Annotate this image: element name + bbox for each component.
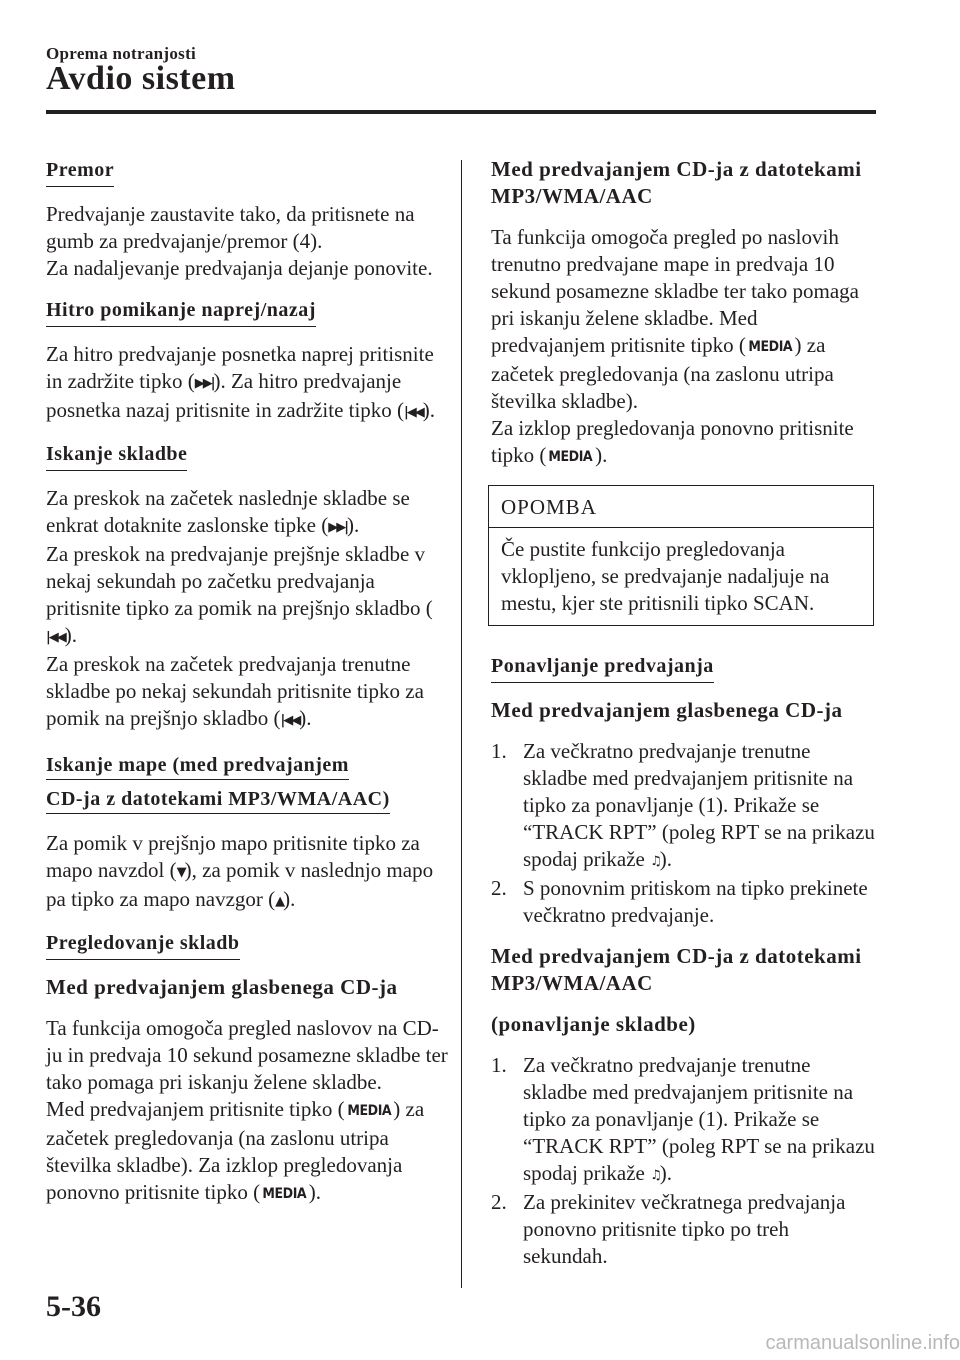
repeat-subheading-cd: Med predvajanjem glasbenega CD-ja [491,698,843,722]
right-column [491,156,877,1284]
next-track-icon: ▶▶| [328,520,347,535]
repeat-steps-cd [491,738,877,929]
search-text3-a: Za preskok na začetek predvajanja trenutne skladbe po nekaj sekundah pritisnite tipko za pomik na prejšnjo skladbo ( [46,652,424,730]
search-paragraph [46,485,451,734]
ff-text-b: ). Za hitro predvajanje posnetka nazaj pritisnite in zadržite tipko ( [46,369,405,422]
note-box [488,485,874,626]
pause-heading: Premor [46,157,114,187]
mp3-text2-a: Za izklop pregledovanja ponovno pritisnite tipko ( [491,416,854,467]
column-divider [461,160,462,1288]
folder-heading-row [46,748,451,816]
scan-text: Ta funkcija omogoča pregled naslovov na CD-ju in predvaja 10 sekund posamezne skladbe ter tako pomaga pri iskanju želene skladbe. [46,1016,448,1094]
mp3-text2-b: ). [595,443,608,467]
search-text-b: ). [347,513,360,537]
pause-text-2: Za nadaljevanje predvajanja dejanje ponovite. [46,256,433,280]
mp3-scan-paragraph [491,224,877,471]
step-text: Za večkratno predvajanje trenutne skladbe med predvajanjem pritisnite na tipko za ponavljanje (1). Prikaže se “TRACK RPT” (poleg RPT se na prikazu spodaj prikaže [523,739,875,871]
page-title: Avdio sistem [46,60,236,97]
media-button-icon: MEDIA [748,339,793,355]
title-rule [46,110,876,114]
step-number: 2. [491,876,507,900]
scan-heading-row [46,929,451,960]
music-note-icon: ♫ [650,854,660,869]
scan-text2-a: Med predvajanjem pritisnite tipko ( [46,1097,345,1121]
search-heading-row [46,440,451,471]
fast-forward-heading: Hitro pomikanje naprej/nazaj [46,297,316,327]
scan-text2-c: ). [308,1180,321,1204]
step-text: S ponovnim pritiskom na tipko prekinete večkratno predvajanje. [523,876,868,927]
ff-paragraph [46,341,451,426]
pause-text: Predvajanje zaustavite tako, da pritisnete na gumb za predvajanje/premor (4). [46,202,415,253]
previous-track-icon: |◀◀ [46,630,65,645]
previous-track-icon: |◀◀ [404,405,423,420]
search-text-a: Za preskok na začetek naslednje skladbe se enkrat dotaknite zaslonske tipke ( [46,486,410,537]
media-button-icon: MEDIA [347,1103,391,1119]
folder-down-icon: ▼ [176,865,185,880]
folder-heading-line2: CD-ja z datotekami MP3/WMA/AAC) [46,788,390,810]
running-header: Oprema notranjosti [46,44,197,63]
list-item [491,738,877,875]
scan-subheading: Med predvajanjem glasbenega CD-ja [46,975,398,999]
repeat-subheading-track: (ponavljanje skladbe) [491,1012,696,1036]
repeat-heading-row [491,652,877,683]
step-text-end: ). [659,1161,673,1185]
folder-paragraph [46,830,451,915]
music-note-icon: ♫ [650,1168,660,1183]
folder-text-b: ), za pomik v naslednjo mapo pa tipko za mapo navzgor ( [46,858,434,911]
step-text: Za prekinitev večkratnega predvajanja ponovno pritisnite tipko po treh sekundah. [523,1190,846,1268]
media-button-icon: MEDIA [548,449,593,465]
list-item [491,1052,877,1189]
search-text2-b: ). [64,623,77,647]
step-number: 1. [491,1053,507,1077]
note-title: OPOMBA [489,486,873,528]
ff-heading-row [46,296,451,327]
page-number: 5-36 [46,1290,101,1323]
folder-search-heading [46,754,390,814]
folder-heading-line1: Iskanje mape (med predvajanjem [46,754,349,776]
left-column [46,156,451,1222]
previous-track-icon: |◀◀ [280,713,300,728]
mp3-text-a: Ta funkcija omogoča pregled po naslovih trenutno predvajane mape in predvaja 10 sekund posamezne skladbe ter tako pomaga pri iskanju želene skladbe. Med predvajanjem pritisnite tipko ( [491,225,859,357]
folder-text-a: Za pomik v prejšnjo mapo pritisnite tipko za mapo navzdol ( [46,831,420,882]
mp3-text-b: ) za začetek pregledovanja (na zaslonu utripa številka skladbe). [491,333,834,413]
pause-heading-row [46,156,451,187]
ff-text-a: Za hitro predvajanje posnetka naprej pritisnite in zadržite tipko ( [46,342,434,393]
folder-up-icon: ▲ [275,894,284,909]
list-item [491,1189,877,1270]
step-text: Za večkratno predvajanje trenutne skladbe med predvajanjem pritisnite na tipko za ponavljanje (1). Prikaže se “TRACK RPT” (poleg RPT se na prikazu spodaj prikaže [523,1053,875,1185]
track-search-heading: Iskanje skladbe [46,441,187,471]
step-text-end: ). [659,847,673,871]
note-text: Če pustite funkcijo pregledovanja vklopljeno, se predvajanje nadaljuje na mestu, kjer ste pritisnili tipko SCAN. [501,537,830,615]
scan-heading: Pregledovanje skladb [46,930,240,960]
search-text2-a: Za preskok na predvajanje prejšnje skladbe v nekaj sekundah po začetku predvajanja pritisnite tipko za pomik na prejšnjo skladbo ( [46,542,433,620]
pause-paragraph [46,201,451,282]
mp3-scan-heading: Med predvajanjem CD-ja z datotekami MP3/WMA/AAC [491,157,862,208]
search-text3-b: ). [299,706,312,730]
step-number: 2. [491,1190,507,1214]
media-button-icon: MEDIA [262,1186,307,1202]
repeat-heading: Ponavljanje predvajanja [491,653,714,683]
repeat-steps-mp3 [491,1052,877,1270]
next-track-icon: ▶▶| [194,376,214,391]
scan-paragraph [46,1015,451,1208]
step-number: 1. [491,739,507,763]
repeat-subheading-mp3: Med predvajanjem CD-ja z datotekami MP3/WMA/AAC [491,944,862,995]
folder-text-c: ). [283,887,296,911]
scan-text2-b: ) za začetek pregledovanja (na zaslonu utripa številka skladbe). Za izklop pregledovanja ponovno pritisnite tipko ( [46,1097,425,1204]
ff-text-c: ). [422,398,436,422]
list-item [491,875,877,929]
watermark: carmanualsonline.info [765,1332,960,1354]
